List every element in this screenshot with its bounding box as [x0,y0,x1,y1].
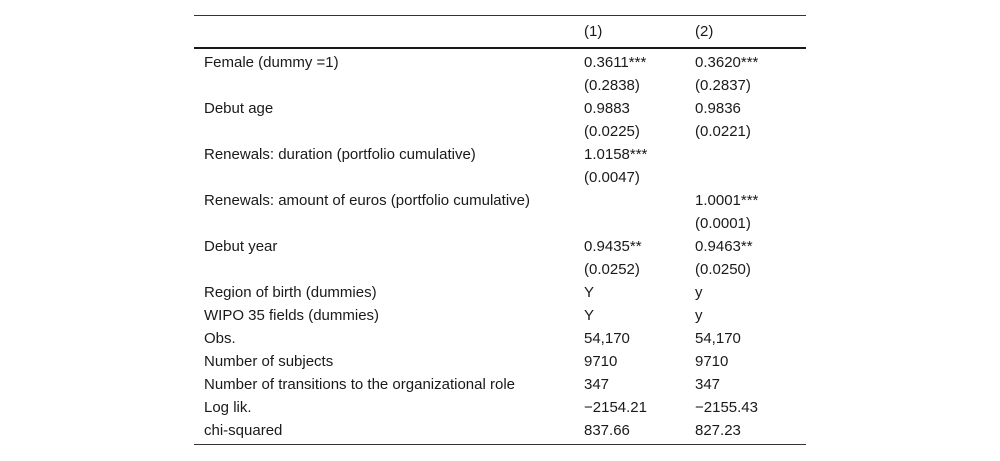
row-label: Renewals: amount of euros (portfolio cumulative) [204,191,530,209]
cell-column-1: 1.0158*** [584,145,648,163]
row-label [194,120,584,143]
row-label [194,212,584,235]
table-row [194,350,806,373]
row-label: Number of subjects [204,352,334,370]
table-row [194,304,806,327]
row-label [194,258,584,281]
row-label [194,166,584,189]
table-row [194,419,806,445]
cell-column-1: 0.3611*** [584,53,647,71]
cell-column-2: 0.9836 [695,99,741,117]
table-row [194,212,806,235]
table-row [194,97,806,120]
table-body [194,48,806,445]
cell-column-2 [695,166,806,189]
row-label: Log lik. [204,398,252,416]
cell-column-1: Y [584,283,595,301]
row-label: Debut age [204,99,274,117]
table-row [194,396,806,419]
row-label: Region of birth (dummies) [204,283,377,301]
table-row [194,373,806,396]
row-label [194,74,584,97]
cell-column-1: Y [584,306,595,324]
cell-column-2: 9710 [695,352,729,370]
row-label: chi-squared [194,419,584,445]
cell-column-2: 0.3620*** [695,53,759,71]
cell-column-1: (0.2838) [584,76,640,94]
cell-column-1: −2154.21 [584,398,647,416]
cell-column-1: 54,170 [584,329,630,347]
table-row [194,120,806,143]
row-label: Female (dummy =1) [204,53,339,71]
header-row [194,16,806,48]
table-row [194,327,806,350]
table-row [194,189,806,212]
header-label-cell [194,16,584,48]
cell-column-2: y [695,306,703,324]
cell-column-2: y [695,283,703,301]
row-label: Renewals: duration (portfolio cumulative) [204,145,476,163]
cell-column-2: (0.2837) [695,76,751,94]
row-label: WIPO 35 fields (dummies) [204,306,380,324]
cell-column-1 [584,212,695,235]
cell-column-1: 0.9883 [584,99,630,117]
table-row [194,74,806,97]
cell-column-2 [695,143,806,166]
header-column-1: (1) [584,16,695,48]
cell-column-2: 827.23 [695,419,806,445]
cell-column-1: 9710 [584,352,618,370]
cell-column-2: 1.0001*** [695,191,759,209]
table-row [194,235,806,258]
cell-column-2: (0.0221) [695,122,751,140]
cell-column-1: (0.0225) [584,122,640,140]
cell-column-1 [584,189,695,212]
cell-column-2: −2155.43 [695,398,758,416]
cell-column-1: 347 [584,375,610,393]
regression-table [194,15,806,445]
cell-column-2: (0.0250) [695,260,751,278]
table-row [194,166,806,189]
cell-column-1: 837.66 [584,419,695,445]
cell-column-2: 347 [695,375,721,393]
table-row [194,48,806,74]
row-label: Number of transitions to the organizational role [204,375,516,393]
cell-column-1: 0.9435** [584,237,642,255]
table-row [194,258,806,281]
table-row [194,143,806,166]
table-header [194,16,806,48]
cell-column-1: (0.0252) [584,260,640,278]
cell-column-1: (0.0047) [584,168,640,186]
row-label: Obs. [204,329,236,347]
cell-column-2: 54,170 [695,329,741,347]
cell-column-2: (0.0001) [695,214,751,232]
row-label: Debut year [204,237,278,255]
table-row [194,281,806,304]
cell-column-2: 0.9463** [695,237,753,255]
header-column-2: (2) [695,16,806,48]
